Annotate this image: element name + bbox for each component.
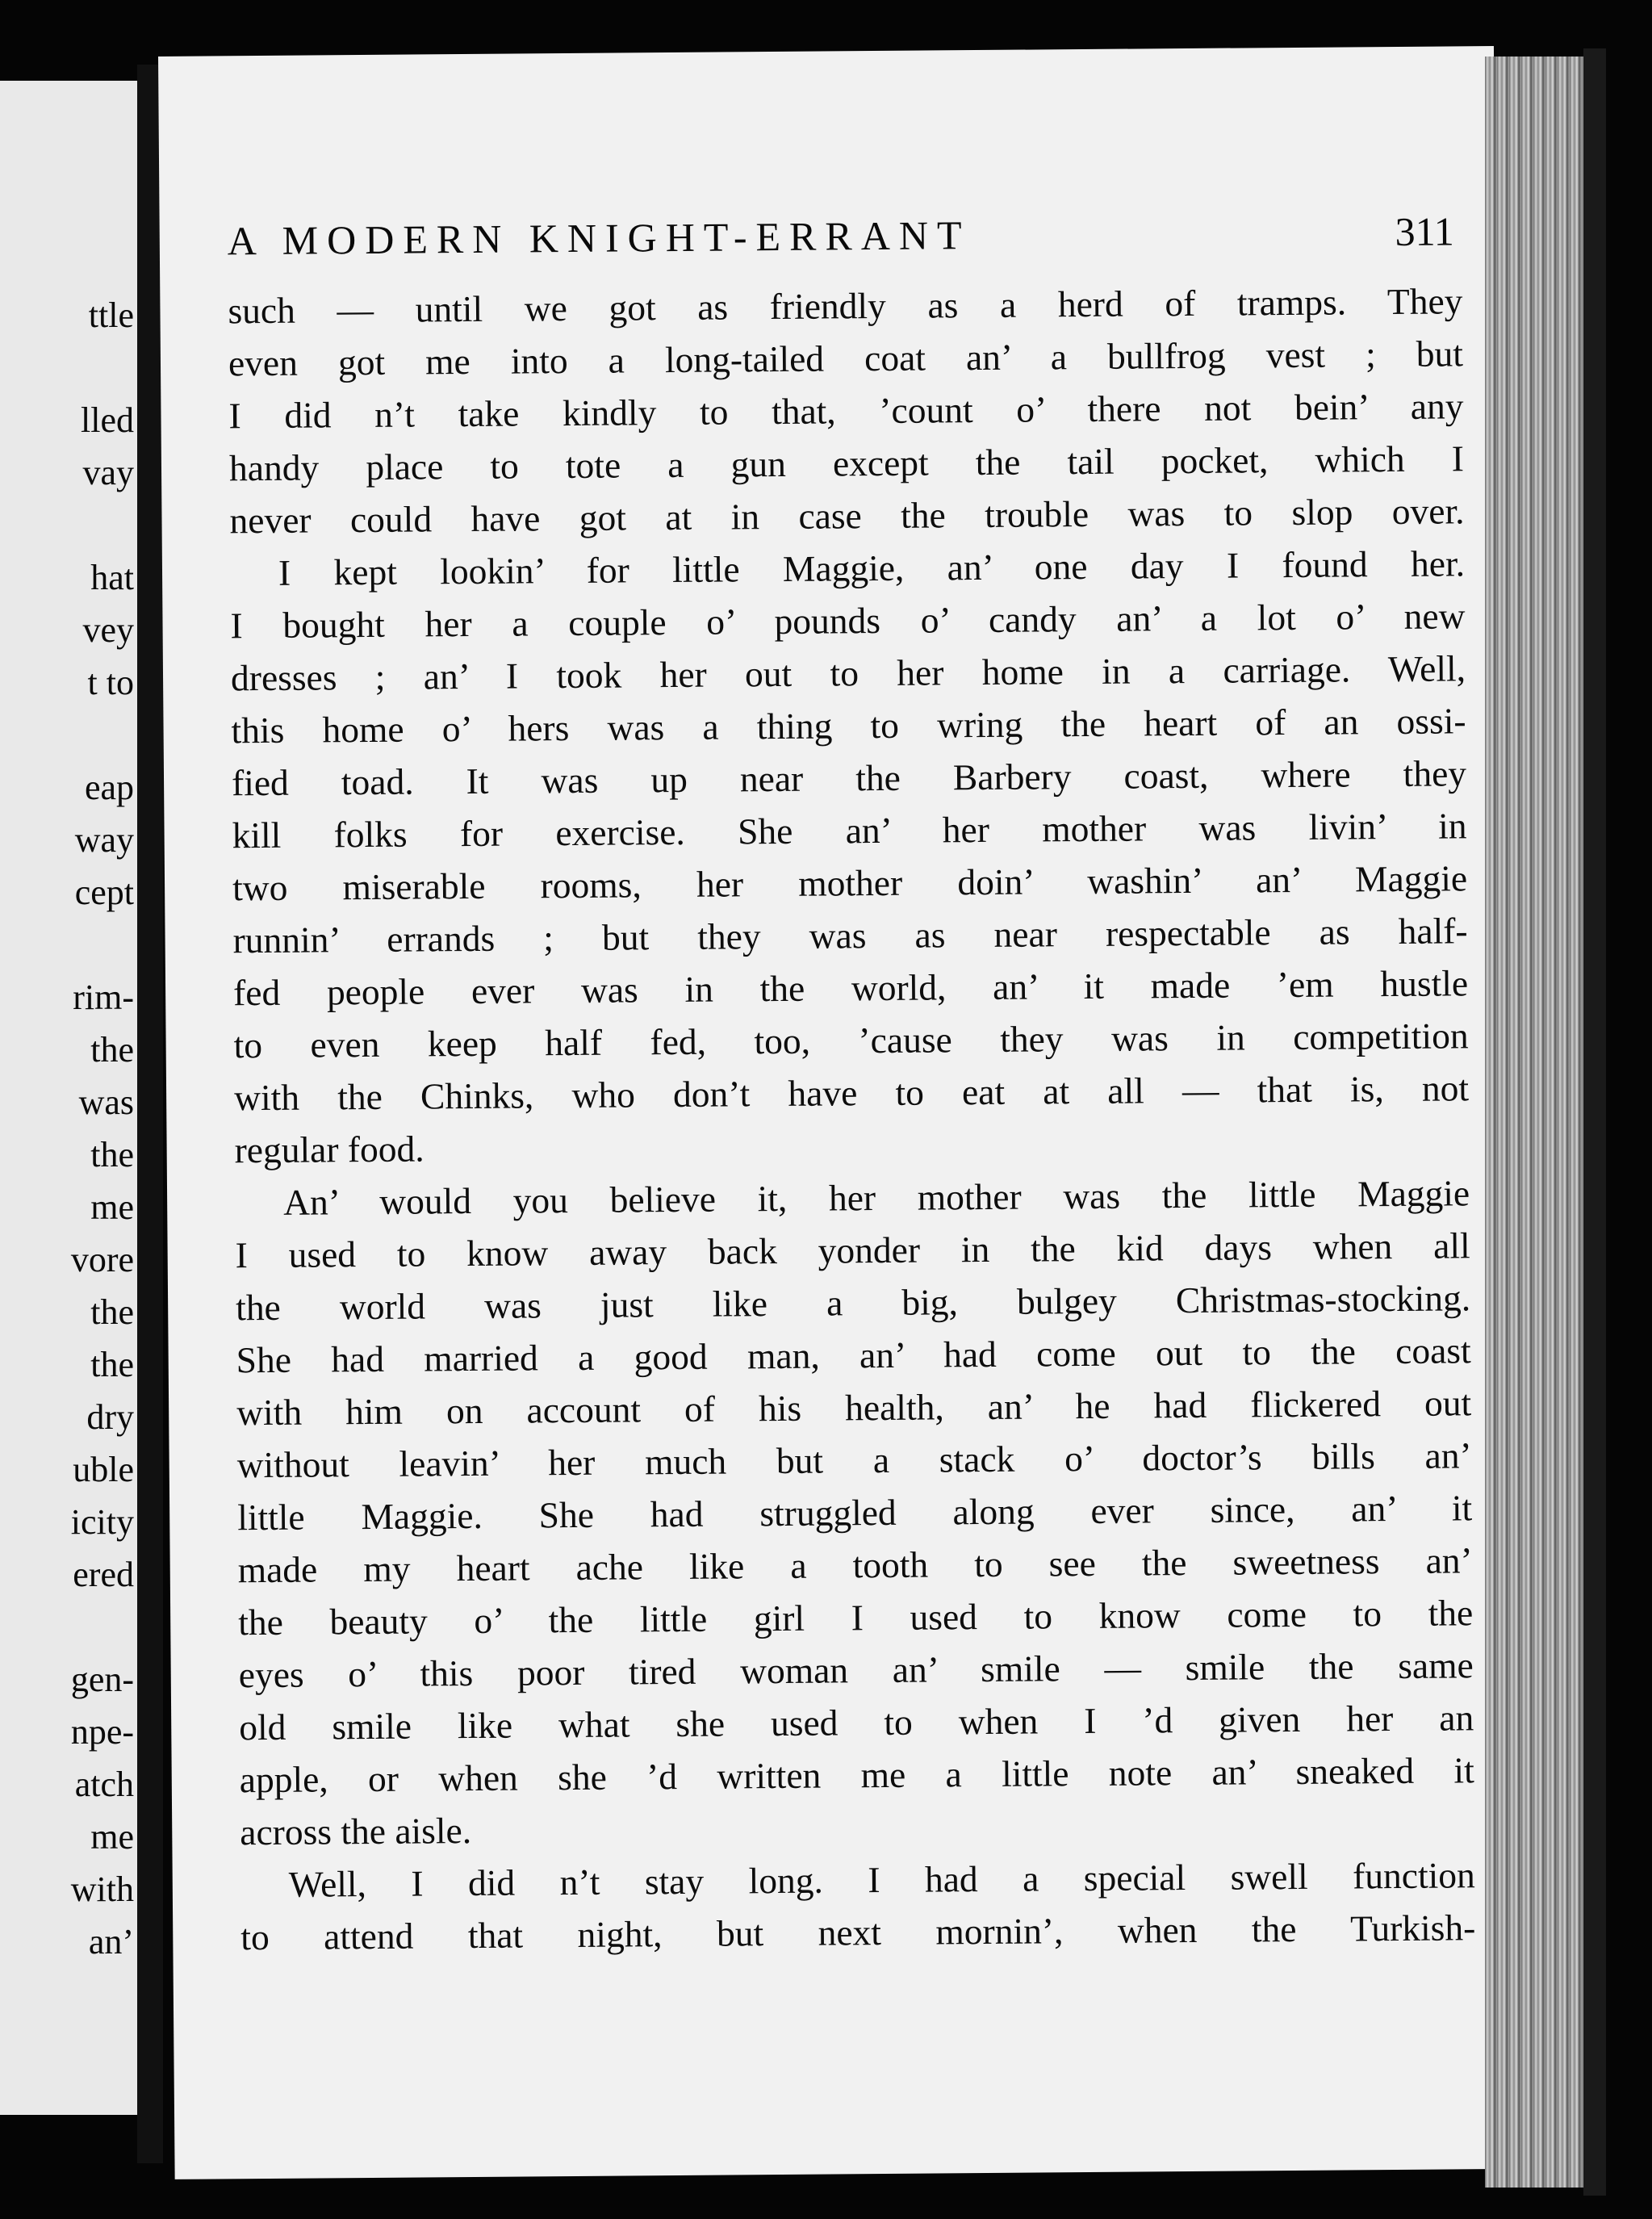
left-page-fragment-line: dry bbox=[86, 1397, 134, 1437]
left-page-fragment-line: icity bbox=[70, 1502, 134, 1542]
running-title: A MODERN KNIGHT-ERRANT bbox=[227, 212, 971, 264]
text-line: to even keep half fed, too, ’cause they was in competition bbox=[233, 1015, 1469, 1066]
left-page-fragment-line: the bbox=[90, 1292, 134, 1332]
left-page-fragment-line: hat bbox=[90, 558, 134, 597]
left-page-fragment-line: t to bbox=[87, 663, 134, 702]
left-page-fragment-line: way bbox=[74, 820, 134, 860]
left-page-fragment-line: an’ bbox=[88, 1922, 134, 1962]
text-line: the beauty o’ the little girl I used to know come to the bbox=[238, 1592, 1474, 1643]
text-line: to attend that night, but next mornin’, when the Turkish- bbox=[240, 1907, 1476, 1958]
text-line: Well, I did n’t stay long. I had a special swell function bbox=[288, 1854, 1475, 1905]
left-page-fragment-line: the bbox=[90, 1135, 134, 1174]
text-line: such — until we got as friendly as a herd of tramps. They bbox=[228, 280, 1463, 332]
book-page bbox=[158, 46, 1511, 2179]
left-page-fragment-line: vey bbox=[82, 610, 134, 650]
body-text bbox=[228, 274, 1475, 1963]
text-line: handy place to tote a gun except the tail pocket, which I bbox=[228, 438, 1465, 489]
left-page-fragment-line: ttle bbox=[88, 295, 134, 335]
left-page-fragment-line: me bbox=[90, 1817, 134, 1857]
text-line: little Maggie. She had struggled along ever since, an’ it bbox=[237, 1487, 1473, 1539]
text-line: two miserable rooms, her mother doin’ washin’ an’ Maggie bbox=[232, 857, 1468, 909]
text-line: old smile like what she used to when I ’d given her an bbox=[239, 1697, 1474, 1748]
left-page-fragment-line: ered bbox=[73, 1555, 134, 1594]
text-line: across the aisle. bbox=[240, 1810, 472, 1853]
text-line: without leavin’ her much but a stack o’ doctor’s bills an’ bbox=[236, 1434, 1472, 1486]
text-line: She had married a good man, an’ had come out to the coast bbox=[236, 1329, 1471, 1381]
book-gutter bbox=[137, 65, 163, 2163]
text-line: runnin’ errands ; but they was as near respectable as half- bbox=[232, 910, 1468, 961]
page-edges bbox=[1485, 57, 1590, 2188]
left-page-fragment-line: uble bbox=[73, 1450, 134, 1489]
page-number: 311 bbox=[1395, 208, 1454, 254]
text-line: eyes o’ this poor tired woman an’ smile — smile the same bbox=[238, 1644, 1474, 1696]
left-page-fragment-line: vay bbox=[82, 453, 134, 492]
left-page-fragment-line: atch bbox=[74, 1765, 134, 1804]
text-line: regular food. bbox=[234, 1128, 425, 1171]
text-line: apple, or when she ’d written me a little note an’ sneaked it bbox=[239, 1749, 1474, 1801]
book-cover-edge bbox=[1583, 48, 1606, 2196]
left-page-fragment-line: the bbox=[90, 1345, 134, 1384]
text-line: made my heart ache like a tooth to see the sweetness an’ bbox=[237, 1539, 1473, 1591]
left-page-fragment-line: gen- bbox=[70, 1660, 134, 1699]
text-line: An’ would you believe it, her mother was the little Maggie bbox=[282, 1172, 1470, 1223]
text-line: this home o’ hers was a thing to wring the heart of an ossi- bbox=[231, 700, 1466, 752]
text-line: fed people ever was in the world, an’ it made ’em hustle bbox=[232, 962, 1469, 1014]
text-line: I used to know away back yonder in the kid days when all bbox=[235, 1225, 1470, 1276]
left-page-fragment-line: lled bbox=[81, 400, 134, 440]
left-page-fragment-line: npe- bbox=[70, 1712, 134, 1752]
text-line: I did n’t take kindly to that, ’count o’ there not bein’ any bbox=[228, 385, 1464, 437]
left-page-fragment-line: me bbox=[90, 1187, 134, 1227]
left-page-fragment-line: vore bbox=[70, 1240, 134, 1279]
previous-page-fragment bbox=[0, 81, 137, 2115]
left-page-fragment-line: the bbox=[90, 1030, 134, 1070]
text-line: never could have got at in case the trouble was to slop over. bbox=[229, 490, 1465, 542]
text-line: even got me into a long-tailed coat an’ a bullfrog vest ; but bbox=[228, 333, 1464, 384]
text-line: I bought her a couple o’ pounds o’ candy an’ a lot o’ new bbox=[230, 595, 1466, 647]
left-page-fragment-line: eap bbox=[84, 768, 134, 807]
text-line: kill folks for exercise. She an’ her mother was livin’ in bbox=[232, 805, 1467, 856]
text-line: with him on account of his health, an’ he had flickered out bbox=[236, 1382, 1472, 1434]
text-line: I kept lookin’ for little Maggie, an’ one day I found her. bbox=[278, 542, 1466, 593]
left-page-fragment-line: rim- bbox=[73, 978, 134, 1017]
left-page-fragment-line: with bbox=[70, 1869, 134, 1909]
left-page-fragment-line: was bbox=[78, 1082, 134, 1122]
text-line: the world was just like a big, bulgey Christmas-stocking. bbox=[235, 1277, 1471, 1329]
text-line: fied toad. It was up near the Barbery coast, where they bbox=[231, 752, 1467, 804]
left-page-fragment-line: cept bbox=[74, 873, 134, 912]
text-line: dresses ; an’ I took her out to her home in a carriage. Well, bbox=[230, 647, 1466, 699]
running-head bbox=[228, 207, 1455, 274]
text-line: with the Chinks, who don’t have to eat at all — that is, not bbox=[233, 1067, 1470, 1119]
